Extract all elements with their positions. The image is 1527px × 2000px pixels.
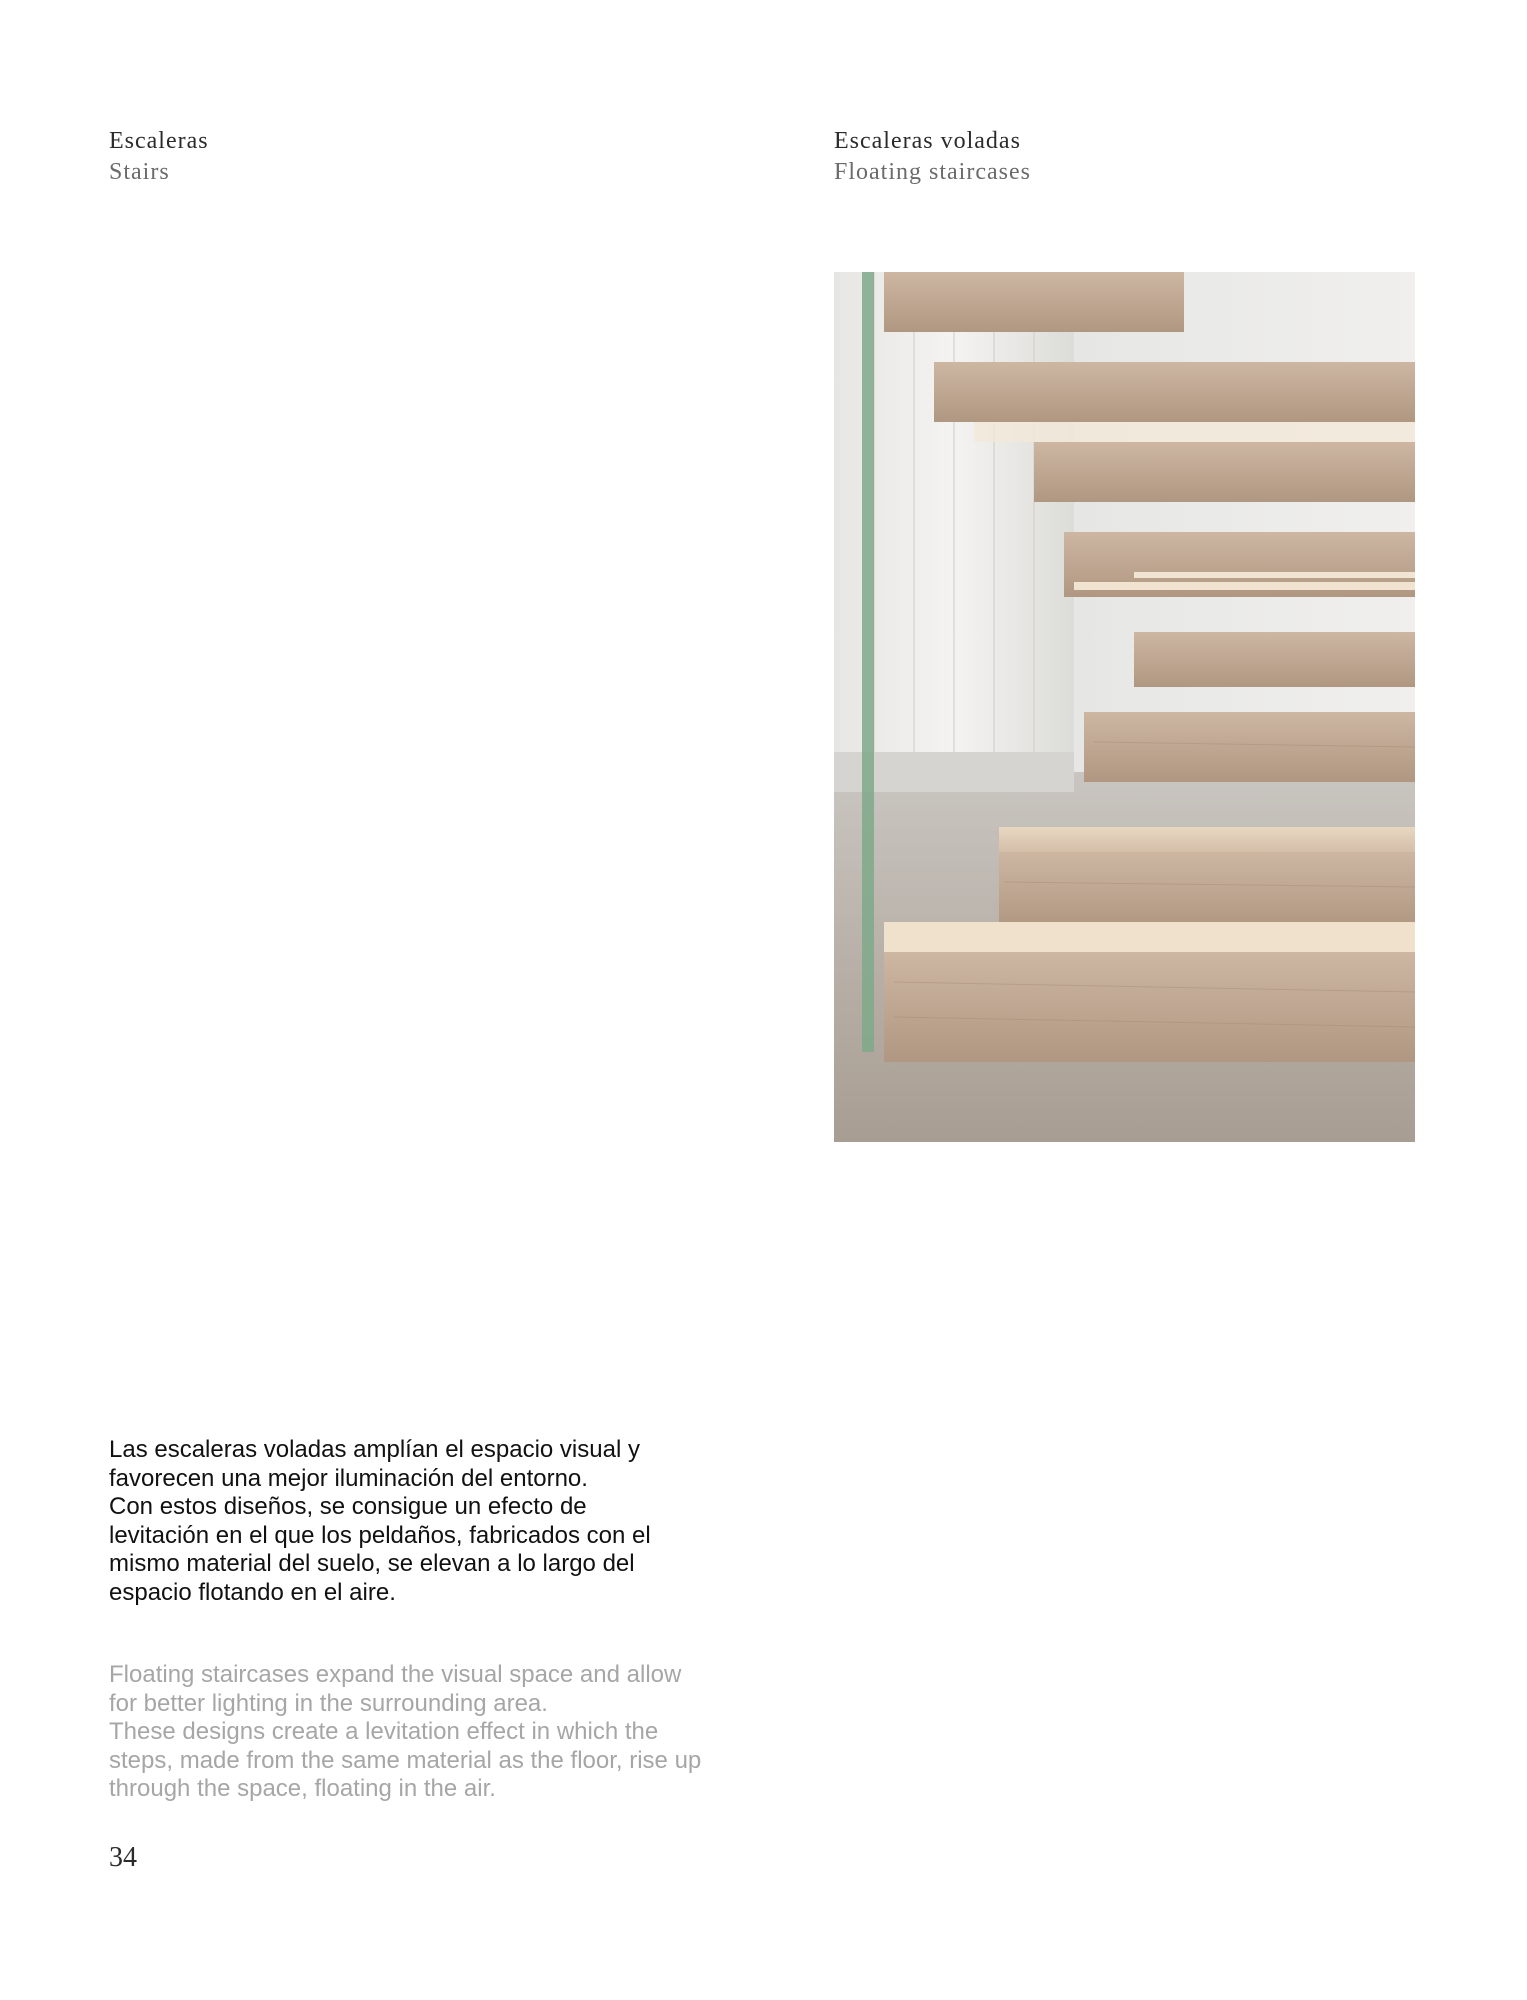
subsection-title-es: Escaleras voladas [834, 128, 1021, 154]
section-label-floating-staircases [834, 126, 1031, 188]
description-en [109, 1661, 709, 1804]
description-es-line: espacio flotando en el aire. [109, 1578, 396, 1606]
subsection-title-en: Floating staircases [834, 159, 1031, 185]
description-es [109, 1436, 689, 1607]
description-es-line: Las escaleras voladas amplían el espacio visual y [109, 1436, 640, 1463]
description-es-line: mismo material del suelo, se elevan a lo largo del [109, 1550, 635, 1577]
staircase-illustration [834, 272, 1415, 1142]
floating-staircase-photo [834, 272, 1415, 1142]
description-en-line: steps, made from the same material as the floor, rise up [109, 1746, 702, 1774]
description-es-line: Con estos diseños, se consigue un efecto de [109, 1493, 587, 1520]
description-en-line: Floating staircases expand the visual space and allow [109, 1661, 682, 1688]
description-en-line: These designs create a levitation effect in which the [109, 1718, 659, 1745]
page-number: 34 [109, 1842, 137, 1873]
description-es-line: favorecen una mejor iluminación del entorno. [109, 1464, 588, 1492]
section-label-stairs [109, 126, 209, 188]
section-title-en: Stairs [109, 159, 170, 185]
description-es-line: levitación en el que los peldaños, fabricados con el [109, 1521, 651, 1549]
description-en-line: for better lighting in the surrounding area. [109, 1689, 548, 1717]
section-title-es: Escaleras [109, 128, 209, 154]
description-en-line: through the space, floating in the air. [109, 1775, 496, 1802]
